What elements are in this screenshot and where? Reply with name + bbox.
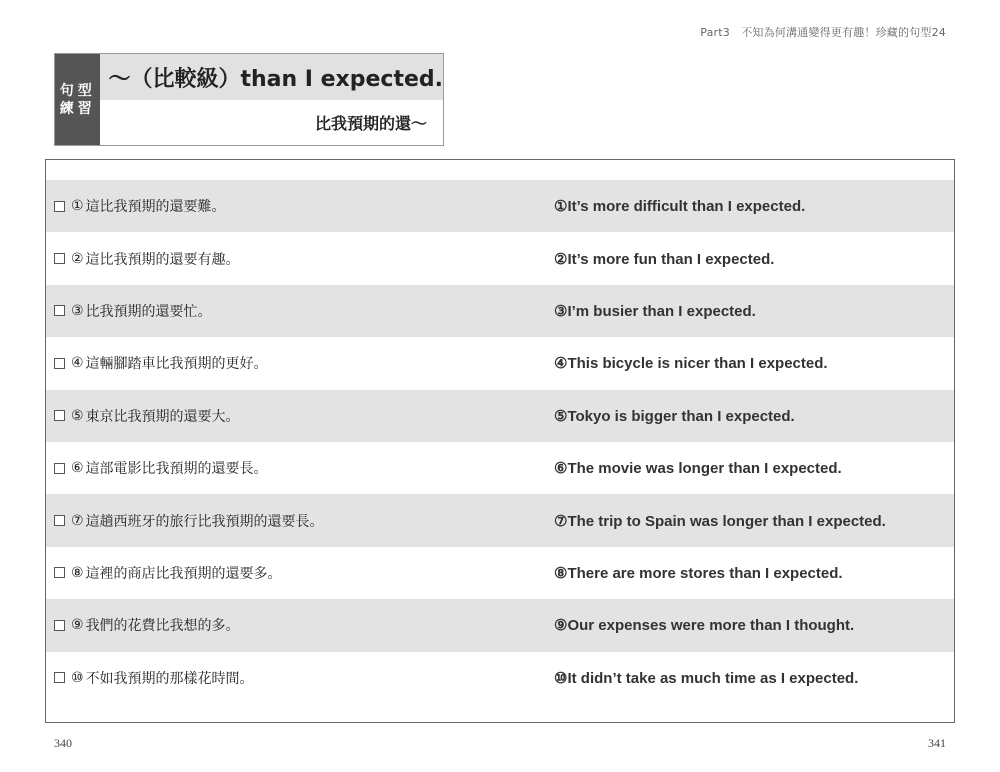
exercise-row	[46, 232, 954, 284]
english-sentence	[554, 197, 805, 215]
chinese-text: 不如我預期的那樣花時間。	[85, 670, 254, 687]
exercise-row	[46, 285, 954, 337]
english-sentence	[554, 564, 843, 582]
exercise-row	[46, 494, 954, 546]
checkbox-icon[interactable]	[54, 201, 65, 212]
checkbox-icon[interactable]	[54, 305, 65, 316]
title-right	[100, 54, 443, 145]
english-text: The movie was longer than I expected.	[567, 460, 842, 478]
exercise-row	[46, 390, 954, 442]
chinese-text: 這趟西班牙的旅行比我預期的還要長。	[85, 513, 324, 530]
checkbox-icon[interactable]	[54, 672, 65, 683]
exercise-row	[46, 547, 954, 599]
item-number: ③	[71, 302, 84, 319]
tag-line-2: 練習	[59, 100, 96, 117]
chinese-sentence	[54, 353, 268, 373]
exercise-table	[45, 159, 955, 723]
exercise-row	[46, 442, 954, 494]
running-head: Part3 不知為何溝通變得更有趣！珍藏的句型24	[700, 26, 946, 39]
english-text: I’m busier than I expected.	[567, 302, 756, 320]
english-item-number: ①	[554, 198, 568, 216]
english-item-number: ④	[554, 355, 568, 373]
chinese-sentence	[54, 563, 282, 583]
item-number: ⑩	[71, 669, 84, 686]
chinese-text: 這比我預期的還要有趣。	[85, 251, 240, 268]
english-text: The trip to Spain was longer than I expected.	[567, 512, 886, 530]
chinese-text: 這輛腳踏車比我預期的更好。	[85, 356, 268, 373]
chinese-text: 這部電影比我預期的還要長。	[85, 461, 268, 478]
english-item-number: ③	[554, 302, 568, 320]
item-number: ⑧	[71, 564, 84, 581]
english-sentence	[554, 669, 858, 687]
chinese-sentence	[54, 615, 240, 635]
checkbox-icon[interactable]	[54, 515, 65, 526]
english-text: Our expenses were more than I thought.	[567, 617, 855, 635]
checkbox-icon[interactable]	[54, 620, 65, 631]
english-sentence	[554, 302, 756, 320]
item-number: ⑨	[71, 617, 84, 634]
page-number-right: 341	[928, 736, 946, 750]
pattern-title: ～（比較級）than I expected.	[100, 54, 443, 100]
english-sentence	[554, 354, 828, 372]
chinese-sentence	[54, 406, 240, 426]
item-number: ⑤	[71, 407, 84, 424]
chinese-sentence	[54, 249, 240, 269]
item-number: ④	[71, 355, 84, 372]
english-text: There are more stores than I expected.	[567, 564, 843, 582]
pattern-subtitle: 比我預期的還～	[314, 114, 427, 133]
tag-line-1: 句型	[59, 82, 96, 99]
title-block	[54, 53, 444, 146]
exercise-row	[46, 599, 954, 651]
chinese-sentence	[54, 196, 226, 216]
page-number-left: 340	[54, 736, 72, 750]
english-text: This bicycle is nicer than I expected.	[567, 355, 828, 373]
english-sentence	[554, 250, 774, 268]
chinese-sentence	[54, 301, 212, 321]
item-number: ②	[71, 250, 84, 267]
chinese-text: 東京比我預期的還要大。	[85, 408, 240, 425]
item-number: ⑥	[71, 460, 84, 477]
checkbox-icon[interactable]	[54, 253, 65, 264]
checkbox-icon[interactable]	[54, 567, 65, 578]
english-text: It didn’t take as much time as I expected.	[567, 669, 859, 687]
chinese-sentence	[54, 458, 268, 478]
item-number: ①	[71, 198, 84, 215]
exercise-row	[46, 180, 954, 232]
checkbox-icon[interactable]	[54, 410, 65, 421]
english-text: Tokyo is bigger than I expected.	[567, 407, 795, 425]
english-sentence	[554, 512, 886, 530]
chinese-text: 我們的花費比我想的多。	[85, 618, 240, 635]
english-sentence	[554, 616, 854, 634]
item-number: ⑦	[71, 512, 84, 529]
english-item-number: ⑤	[554, 407, 568, 425]
chinese-text: 這比我預期的還要難。	[85, 199, 226, 216]
english-sentence	[554, 407, 795, 425]
chinese-text: 這裡的商店比我預期的還要多。	[85, 565, 282, 582]
english-sentence	[554, 459, 842, 477]
english-item-number: ⑧	[554, 564, 568, 582]
english-text: It’s more difficult than I expected.	[567, 198, 806, 216]
english-text: It’s more fun than I expected.	[567, 250, 775, 268]
exercise-row	[46, 337, 954, 389]
checkbox-icon[interactable]	[54, 358, 65, 369]
english-item-number: ②	[554, 250, 568, 268]
chinese-text: 比我預期的還要忙。	[85, 303, 212, 320]
chinese-sentence	[54, 668, 254, 688]
exercise-row	[46, 652, 954, 704]
checkbox-icon[interactable]	[54, 463, 65, 474]
english-item-number: ⑦	[554, 512, 568, 530]
chinese-sentence	[54, 511, 324, 531]
english-item-number: ⑥	[554, 460, 568, 478]
english-item-number: ⑨	[554, 617, 568, 635]
exercise-tag	[55, 54, 100, 145]
exercise-rows	[46, 180, 954, 704]
english-item-number: ⑩	[554, 669, 568, 687]
